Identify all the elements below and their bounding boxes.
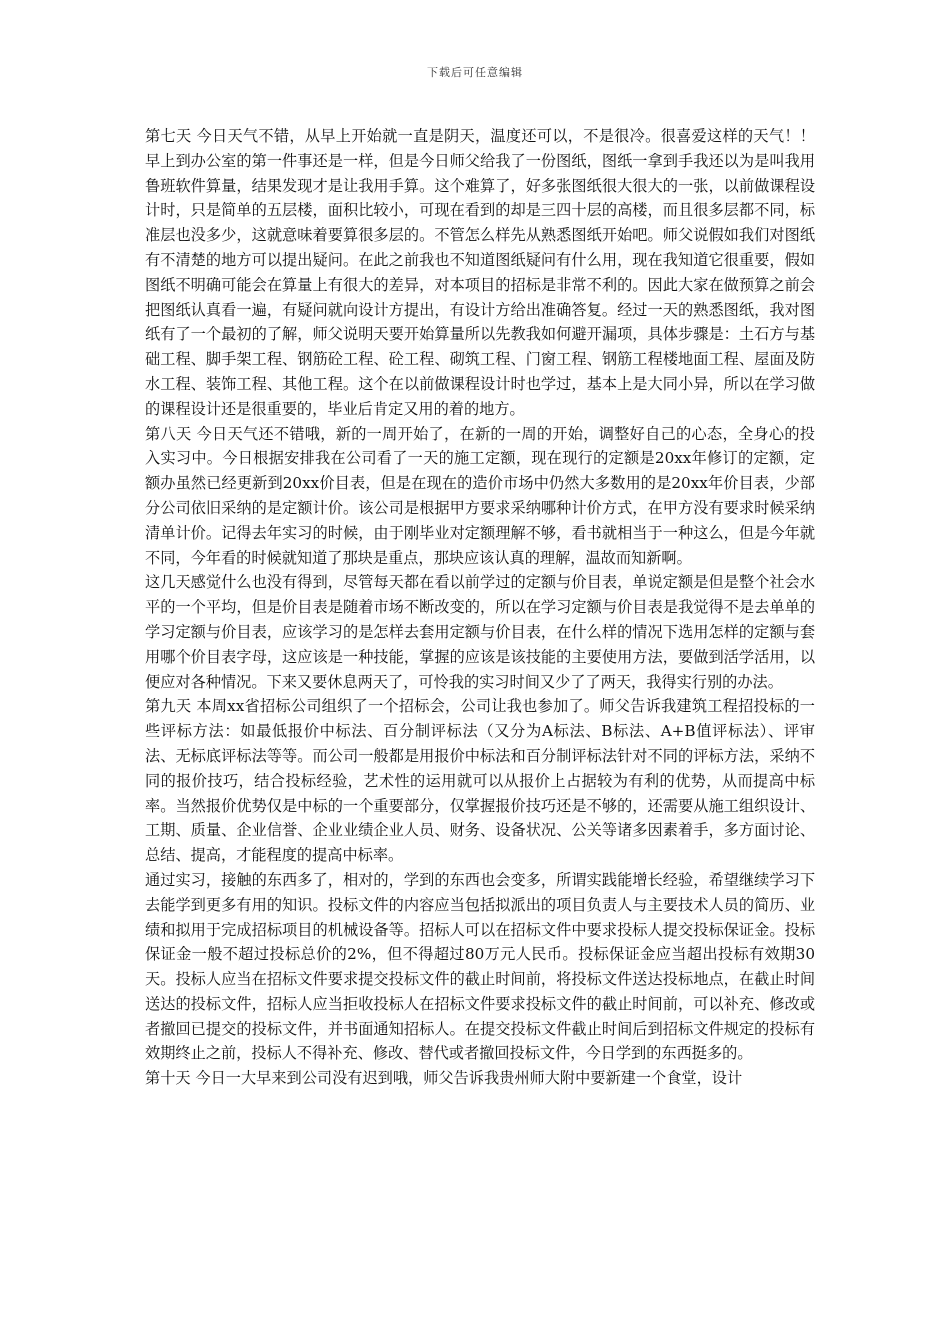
paragraph-day-8: 第八天 今日天气还不错哦，新的一周开始了，在新的一周的开始，调整好自己的心态，全身心的投入实习中。今日根据安排我在公司看了一天的施工定额，现在现行的定额是20xx年修订的定额，定额办虽然已经更新到20xx价目表，但是在现在的造价市场中仍然大多数用的是20xx年价目表，少部分公司依旧采纳的是定额计价。该公司是根据甲方要求采纳哪种计价方式，在甲方没有要求时候采纳清单计价。记得去年实习的时候，由于刚毕业对定额理解不够，看书就相当于一种这么，但是今年就不同，今年看的时候就知道了那块是重点，那块应该认真的理解，温故而知新啊。 [145,424,815,567]
paragraph-reflection-1: 这几天感觉什么也没有得到，尽管每天都在看以前学过的定额与价目表，单说定额是但是整个社会水平的一个平均，但是价目表是随着市场不断改变的，所以在学习定额与价目表是我觉得不是去单单的学习定额与价目表，应该学习的是怎样去套用定额与价目表，在什么样的情况下选用怎样的定额与套用哪个价目表字母，这应该是一种技能，掌握的应该是该技能的主要使用方法，要做到活学活用，以便应对各种情况。下来又要休息两天了，可怜我的实习时间又少了了两天，我得实行别的办法。 [145,573,815,691]
paragraph-reflection-2: 通过实习，接触的东西多了，相对的，学到的东西也会变多，所谓实践能增长经验，希望继续学习下去能学到更多有用的知识。投标文件的内容应当包括拟派出的项目负责人与主要技术人员的简历、业绩和拟用于完成招标项目的机械设备等。招标人可以在招标文件中要求投标人提交投标保证金。投标保证金一般不超过投标总价的2%，但不得超过80万元人民币。投标保证金应当超出投标有效期30天。投标人应当在招标文件要求提交投标文件的截止时间前，将投标文件送达投标地点，在截止时间送达的投标文件，招标人应当拒收投标人在招标文件要求投标文件的截止时间前，可以补充、修改或者撤回已提交的投标文件，并书面通知招标人。在提交投标文件截止时间后到招标文件规定的投标有效期终止之前，投标人不得补充、修改、替代或者撤回投标文件，今日学到的东西挺多的。 [145,870,815,1063]
page-header: 下载后可任意编辑 [427,66,523,79]
paragraph-day-9: 第九天 本周xx省招标公司组织了一个招标会，公司让我也参加了。师父告诉我建筑工程招投标的一些评标方法：如最低报价中标法、百分制评标法（又分为A标法、B标法、A+B值评标法）、评审法、无标底评标法等等。而公司一般都是用报价中标法和百分制评标法针对不同的评标方法，采纳不同的报价技巧，结合投标经验，艺术性的运用就可以从报价上占据较为有利的优势，从而提高中标率。当然报价优势仅是中标的一个重要部分，仅掌握报价技巧还是不够的，还需要从施工组织设计、工期、质量、企业信誉、企业业绩企业人员、财务、设备状况、公关等诸多因素着手，多方面讨论、总结、提高，才能程度的提高中标率。 [145,697,815,865]
paragraph-day-10: 第十天 今日一大早来到公司没有迟到哦，师父告诉我贵州师大附中要新建一个食堂，设计 [145,1069,743,1088]
paragraph-day-7: 第七天 今日天气不错，从早上开始就一直是阴天，温度还可以，不是很冷。很喜爱这样的天气！！早上到办公室的第一件事还是一样，但是今日师父给我了一份图纸，图纸一拿到手我还以为是叫我用鲁班软件算量，结果发现才是让我用手算。这个难算了，好多张图纸很大很大的一张，以前做课程设计时，只是简单的五层楼，面积比较小，可现在看到的却是三四十层的高楼，而且很多层都不同，标准层也没多少，这就意味着要算很多层的。不管怎么样先从熟悉图纸开始吧。师父说假如我们对图纸有不清楚的地方可以提出疑问。在此之前我也不知道图纸疑问有什么用，现在我知道它很重要，假如图纸不明确可能会在算量上有很大的差异，对本项目的招标是非常不利的。因此大家在做预算之前会把图纸认真看一遍，有疑问就向设计方提出，有设计方给出准确答复。经过一天的熟悉图纸，我对图纸有了一个最初的了解，师父说明天要开始算量所以先教我如何避开漏项，具体步骤是：土石方与基础工程、脚手架工程、钢筋砼工程、砼工程、砌筑工程、门窗工程、钢筋工程楼地面工程、屋面及防水工程、装饰工程、其他工程。这个在以前做课程设计时也学过，基本上是大同小异，所以在学习做的课程设计还是很重要的，毕业后肯定又用的着的地方。 [145,127,815,418]
document-body [145,124,815,1091]
